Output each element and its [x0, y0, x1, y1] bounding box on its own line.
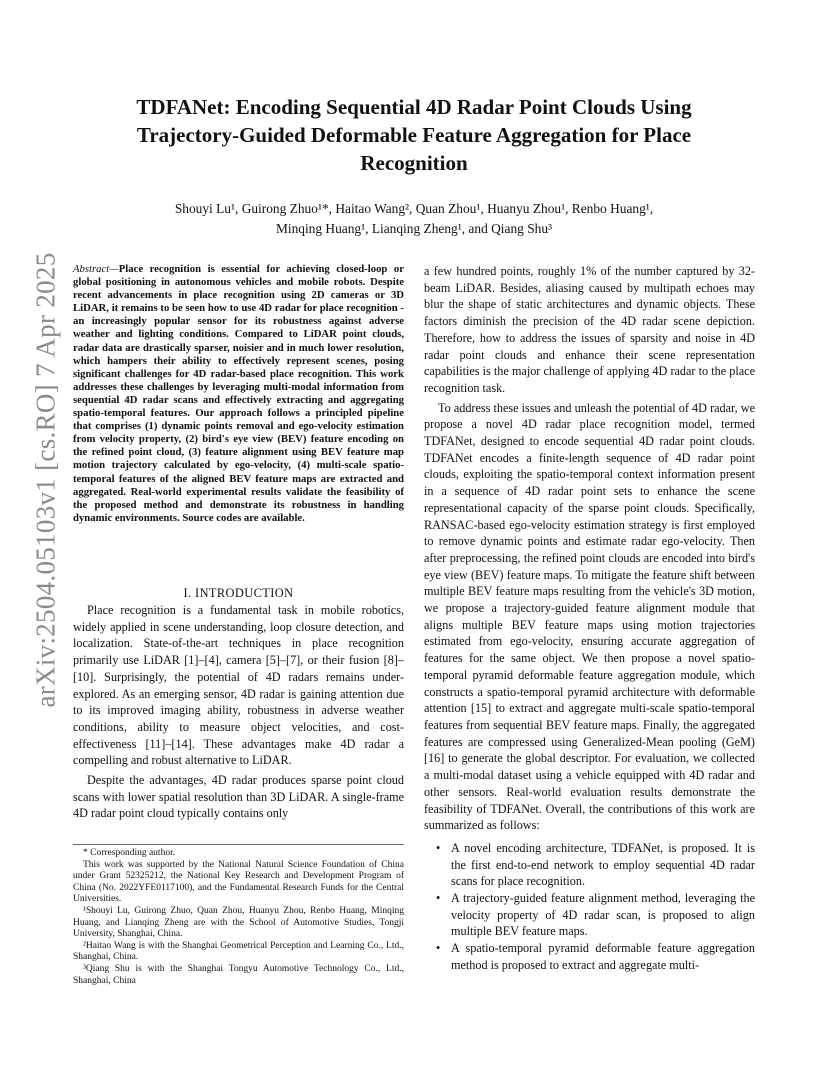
bullet-icon: •	[436, 891, 441, 906]
abstract	[73, 263, 404, 525]
intro-paragraph-3: To address these issues and unleash the potential of 4D radar, we propose a novel 4D radar place recognition model, termed TDFANet, designed to encode sequential 4D radar point clouds. TDFANet encodes a finite-length sequence of 4D radar point clouds, exploiting the spatio-temporal context information present in a sequence of 4D radar point sets to enhance the scene representational capacity of the sparse point clouds. Specifically, RANSAC-based ego-velocity estimation strategy is first employed to remove dynamic points and estimate radar ego-velocity. Then after preprocessing, the refined point clouds are encoded into bird's eye view (BEV) feature maps. To mitigate the feature shift between multiple BEV feature maps resulting from the vehicle's 3D motion, we propose a trajectory-guided feature alignment module that aligns multiple BEV feature maps using motion trajectories estimated from ego-velocity, ensuring accurate aggregation of features for the same object. We then propose a novel spatio-temporal pyramid deformable feature aggregation module, which constructs a spatio-temporal pyramid architecture with deformable attention [15] to extract and aggregate multi-scale spatio-temporal features from sequential BEV feature maps. Finally, the aggregated features are compressed using Generalized-Mean pooling (GeM) [16] to generate the global descriptor. For evaluation, we collected a multi-modal dataset using a vehicle equipped with 4D radar and other sensors. Real-world evaluation results demonstrate the feasibility of TDFANet. Overall, the contributions of this work are summarized as follows:	[424, 400, 755, 833]
right-column-body	[424, 263, 755, 974]
bullet-icon: •	[436, 941, 441, 956]
authors-line-2: Minqing Huang¹, Lianqing Zheng¹, and Qiang Shu³	[275, 221, 553, 236]
abstract-body: Place recognition is essential for achieving closed-loop or global positioning in autonomous vehicles and mobile robots. Despite recent advancements in place recognition using 2D cameras or 3D LiDAR, it remains to be seen how to use 4D radar for place recognition - an increasingly popular sensor for its robustness against adverse weather and lighting conditions. Compared to LiDAR point clouds, radar data are drastically sparser, noisier and in much lower resolution, which hampers their ability to effectively represent scenes, posing significant challenges for 4D radar-based place recognition. This work addresses these challenges by leveraging multi-modal information from sequential 4D radar scans and effectively extracting and aggregating spatio-temporal features. Our approach follows a principled pipeline that comprises (1) dynamic points removal and ego-velocity estimation from velocity property, (2) bird's eye view (BEV) feature encoding on the refined point cloud, (3) feature alignment using BEV feature map motion trajectory calculated by ego-velocity, (4) multi-scale spatio-temporal features of the aligned BEV feature maps are extracted and aggregated. Real-world experimental results validate the feasibility of the proposed method and demonstrate its robustness in handling dynamic environments. Source codes are available.	[73, 263, 404, 524]
section-heading: I. INTRODUCTION	[183, 586, 294, 600]
contribution-list	[424, 840, 755, 974]
paper-title: TDFANet: Encoding Sequential 4D Radar Point Clouds Using Trajectory-Guided Deformable Feature Aggregation for Place Recognition	[136, 95, 692, 175]
intro-paragraph-2-continued: a few hundred points, roughly 1% of the number captured by 32-beam LiDAR. Besides, aliasing caused by multipath echoes may blur the shape of static architectures and dynamic objects. These factors diminish the precision of the 4D radar scene depiction. Therefore, how to address the issues of sparsity and noise in 4D radar point clouds and enhance their scene representation capabilities is the major challenge of applying 4D radar to the place recognition task.	[424, 264, 755, 395]
authors-line-1: Shouyi Lu¹, Guirong Zhuo¹*, Haitao Wang², Quan Zhou¹, Huanyu Zhou¹, Renbo Huang¹,	[174, 201, 654, 216]
bullet-icon: •	[436, 840, 441, 855]
intro-paragraph-2: Despite the advantages, 4D radar produces sparse point cloud scans with lower spatial resolution than 3D LiDAR. A single-frame 4D radar point cloud typically contains only	[73, 773, 404, 821]
footnote-funding: This work was supported by the National Natural Science Foundation of China under Grant 52325212, the National Key Research and Development Program of China (No. 2022YFE0117100), and the Fundamental Research Funds for the Central Universities.	[73, 859, 404, 905]
list-item: • A trajectory-guided feature alignment method, leveraging the velocity property of 4D radar scan, is proposed to align multiple BEV feature maps.	[436, 891, 755, 939]
list-item: • A novel encoding architecture, TDFANet, is proposed. It is the first end-to-end network to employ sequential 4D radar scans for place recognition.	[436, 840, 755, 889]
footnotes	[73, 844, 404, 987]
author-list	[100, 199, 728, 239]
footnote-affiliation-3: ³Qiang Shu is with the Shanghai Tongyu Automotive Technology Co., Ltd., Shanghai, China	[73, 963, 404, 986]
intro-paragraph-1: Place recognition is a fundamental task in mobile robotics, widely applied in scene understanding, loop closure detection, and localization. State-of-the-art techniques in place recognition primarily use LiDAR [1]–[4], camera [5]–[7], or their fusion [8]–[10]. Surprisingly, the potential of 4D radars remains under-explored. As an emerging sensor, 4D radar is gaining attention due to its improved imaging ability, robustness in adverse weather conditions, ability to measure object velocities, and cost-effectiveness [11]–[14]. These advantages make 4D radar a compelling and robust alternative to LiDAR.	[73, 603, 404, 768]
list-item: • A spatio-temporal pyramid deformable feature aggregation method is proposed to extract and aggregate multi-	[436, 941, 755, 972]
abstract-lead: Abstract—	[73, 263, 119, 275]
footnote-affiliation-2: ²Haitao Wang is with the Shanghai Geometrical Perception and Learning Co., Ltd., Shanghai, China.	[73, 940, 404, 963]
left-column-body	[73, 602, 404, 822]
arxiv-identifier: arXiv:2504.05103v1 [cs.RO] 7 Apr 2025	[30, 252, 61, 708]
footnote-corresponding: * Corresponding author.	[83, 848, 176, 858]
footnote-affiliation-1: ¹Shouyi Lu, Guirong Zhuo, Quan Zhou, Huanyu Zhou, Renbo Huang, Minqing Huang, and Lianqing Zheng are with the School of Automotive Studies, Tongji University, Shanghai, China.	[73, 905, 404, 940]
